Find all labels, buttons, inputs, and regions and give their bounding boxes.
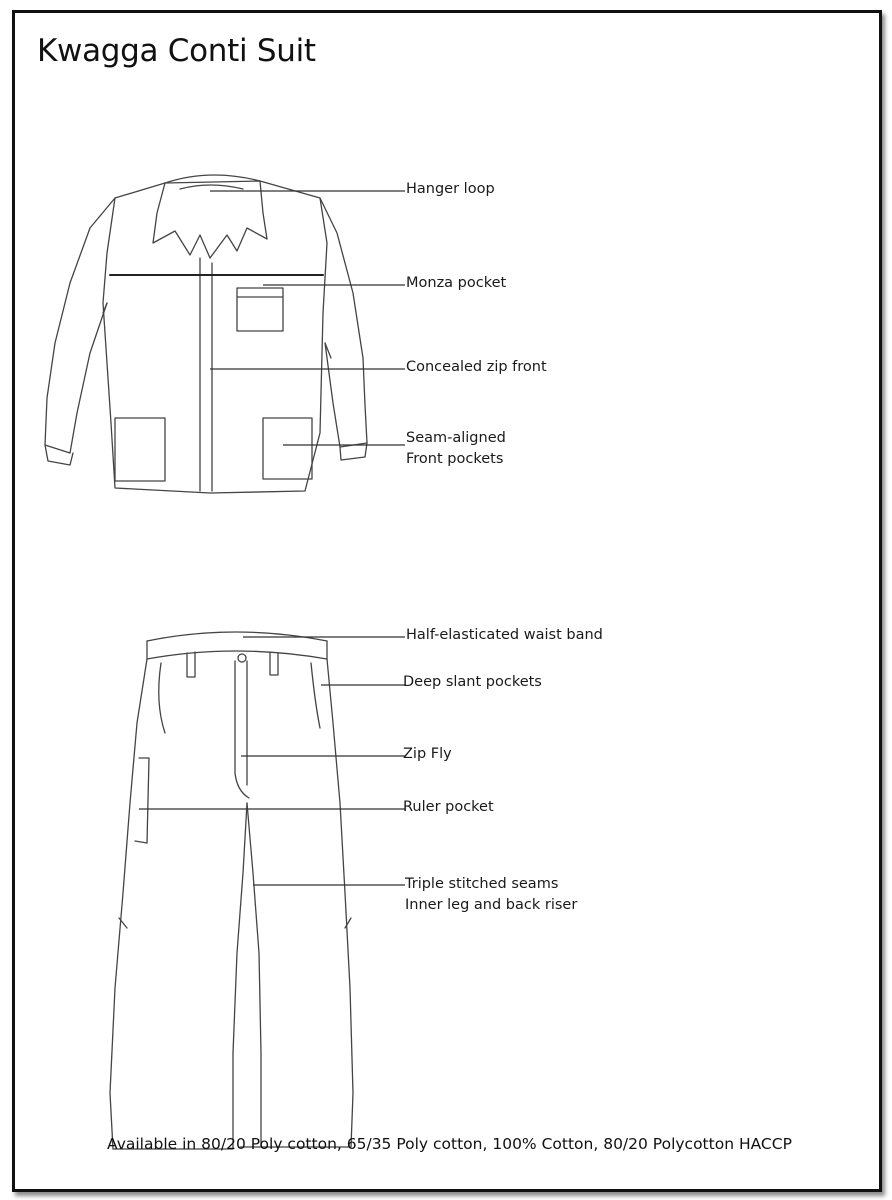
fabric-availability: Available in 80/20 Poly cotton, 65/35 Poly cotton, 100% Cotton, 80/20 Polycotton HACCP (107, 1135, 792, 1153)
label-concealed-zip: Concealed zip front (406, 359, 547, 375)
label-seams-2: Inner leg and back riser (405, 897, 578, 913)
label-hanger-loop: Hanger loop (406, 181, 495, 197)
label-monza-pocket: Monza pocket (406, 275, 507, 291)
label-ruler-pocket: Ruler pocket (403, 799, 494, 815)
label-slant-pockets: Deep slant pockets (403, 674, 542, 690)
label-seams-1: Triple stitched seams (405, 876, 559, 892)
label-front-pockets-2: Front pockets (406, 451, 504, 467)
spec-sheet (12, 10, 882, 1192)
label-zip-fly: Zip Fly (403, 746, 452, 762)
page-title: Kwagga Conti Suit (37, 33, 316, 69)
trousers-drawing (110, 632, 353, 1149)
label-front-pockets-1: Seam-aligned (406, 430, 506, 446)
label-waist-band: Half-elasticated waist band (406, 627, 603, 643)
